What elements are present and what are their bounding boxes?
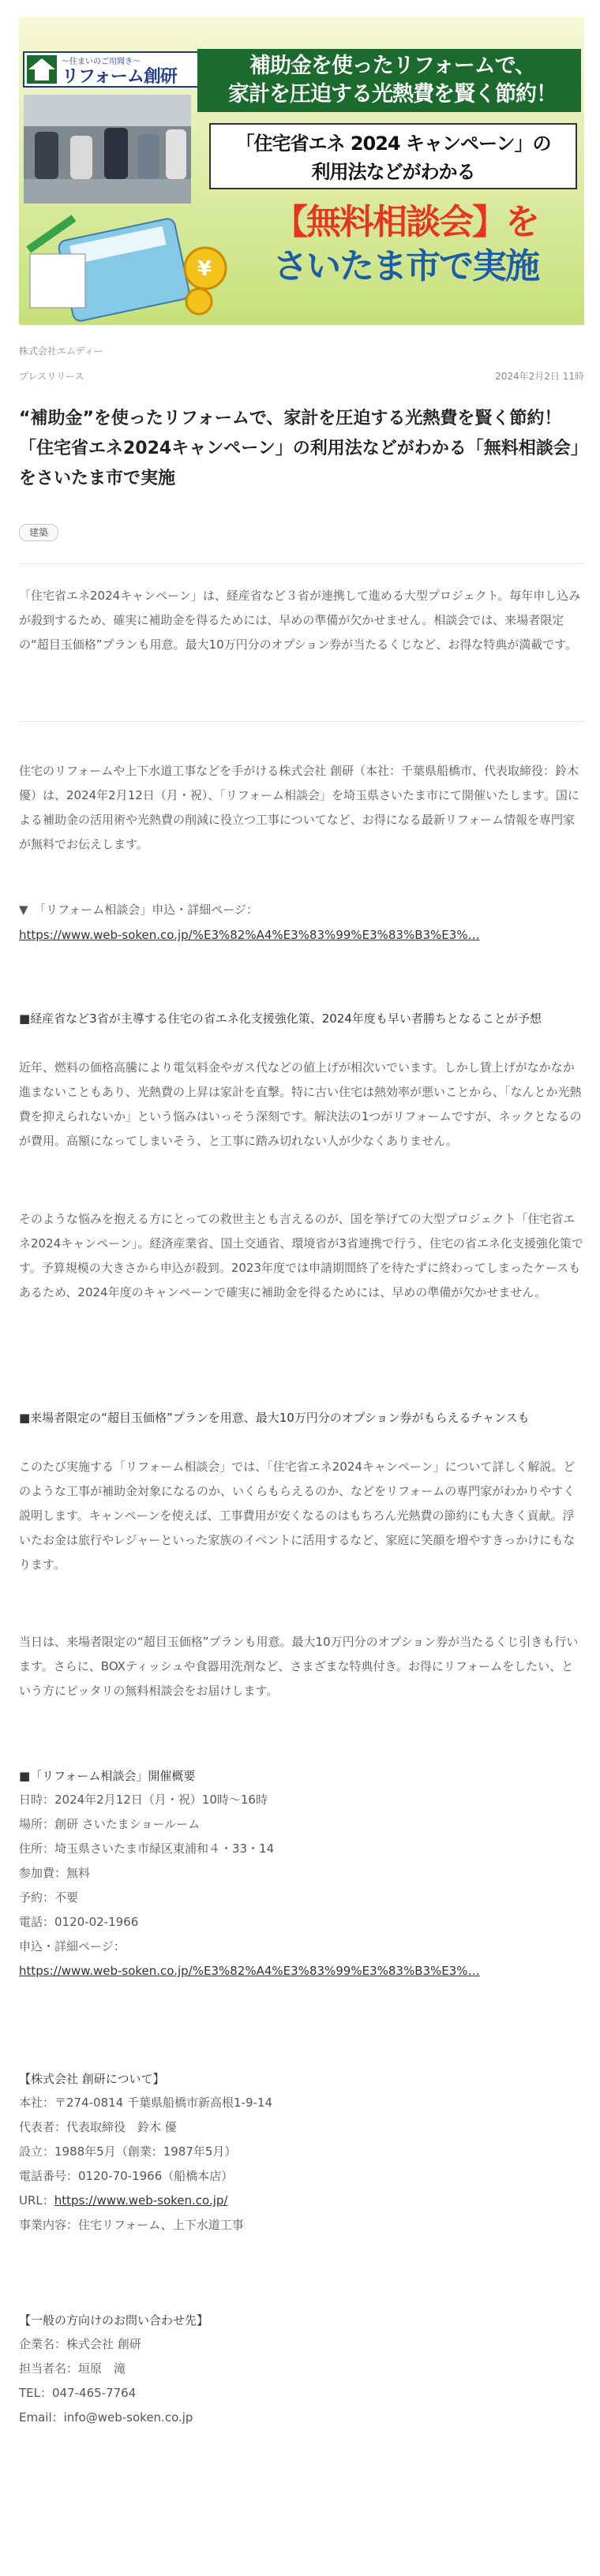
overview-line: 電話：0120-02-1966 [19,1915,139,1929]
contact-line: TEL：047-465-7764 [19,2386,137,2400]
tag-badge-label: 建築 [19,524,58,541]
notebook-icon [30,254,85,308]
overview-line: 場所：創研 さいたまショールーム [19,1817,201,1831]
overview-line: 参加費：無料 [19,1866,91,1880]
company-line: 電話番号：0120-70-1966（船橋本店） [19,2169,234,2183]
overview-line: 予約：不要 [19,1890,79,1905]
tag-badge[interactable] [19,524,58,541]
campaign-line2: 利用法などがわかる [311,161,475,183]
lead-paragraph: 「住宅省エネ2024キャンペーン」は、経産省など３省が連携して進める大型プロジェクト。毎年申し込みが殺到するため、確実に補助金を得るためには、早めの準備が欠かせません。相談会では、来場者限定の“超目玉価格”プランも用意。最大10万円分のオプション券が当たるくじなど、お得な特典が満載です。 [19,589,581,652]
yen-symbol: ¥ [197,257,212,281]
category-label[interactable]: プレスリリース [19,371,84,382]
detail-link-url[interactable]: https://www.web-soken.co.jp/%E3%82%A4%E3%83%99%E3%83%B3%E3%… [19,928,480,942]
section2-paragraph1: このたび実施する「リフォーム相談会」では、「住宅省エネ2024キャンペーン」について詳しく解説。どのような工事が補助金対象になるのか、いくらもらえるのか、などをリフォームの専門家がわかりやすく説明します。キャンペーンを使えば、工事費用が安くなるのはもちろん光熱費の節約にも大きく貢献。浮いたお金は旅行やレジャーといった家族のイベントに活用するなど、家庭に笑顔を増やすきっかけにもなります。 [19,1460,576,1572]
event-line1: 【無料相談会】を [273,202,538,242]
hero-headline-line1: 補助金を使ったリフォームで、 [249,54,536,78]
overview-link[interactable] [19,1959,584,1983]
campaign-line1: 「住宅省エネ 2024 キャンペーン」の [235,133,551,155]
company-line: 設立：1988年5月（創業：1987年5月） [19,2144,237,2159]
company-info [19,2091,584,2238]
contact-line: 企業名：株式会社 創研 [19,2337,141,2351]
hero-banner [19,17,584,325]
logo-tagline: 〜住まいのご用聞き〜 [62,58,141,66]
divider [19,563,584,564]
overview-heading: ■「リフォーム相談会」開催概要 [19,1769,196,1783]
section2-paragraph2: 当日は、来場者限定の“超目玉価格”プランも用意。最大10万円分のオプション券が当たるくじ引きも行います。さらに、BOXティッシュや食器用洗剤など、さまざまな特典付き。お得にリフォームをしたい、という方にピッタリの無料相談会をお届けします。 [19,1635,579,1698]
overview-line: 住所：埼玉県さいたま市緑区東浦和４・33・14 [19,1841,275,1856]
company-line: 本社：〒274-0814 千葉県船橋市新高根1-9-14 [19,2096,272,2110]
contact-line: Email：info@web-soken.co.jp [19,2410,193,2425]
company-url-link[interactable]: https://www.web-soken.co.jp/ [54,2193,228,2208]
contact-line: 担当者名：垣原 滝 [19,2361,126,2376]
company-business: 事業内容：住宅リフォーム、上下水道工事 [19,2218,244,2232]
campaign-text [213,129,573,186]
article-title: “補助金”を使ったリフォームで、家計を圧迫する光熱費を賢く節約！「住宅省エネ2024キャンペーン」の利用法などがわかる「無料相談会」をさいたま市で実施 [19,409,579,488]
contact-info [19,2332,584,2430]
divider [19,721,584,722]
section2-heading: ■来場者限定の“超目玉価格”プランを用意、最大10万円分のオプション券がもらえるチャンスも [19,1411,530,1425]
contact-heading: 【一般の方向けのお問い合わせ先】 [19,2313,209,2327]
hero-headline [207,52,578,109]
overview-link-url[interactable]: https://www.web-soken.co.jp/%E3%82%A4%E3%83%99%E3%83%B3%E3%… [19,1964,480,1978]
section1-paragraph1: 近年、燃料の価格高騰により電気料金やガス代などの値上げが相次いでいます。しかし賃上げがなかなか進まないこともあり、光熱費の上昇は家計を直撃。特に古い住宅は熱効率が悪いことから、「なんとか光熱費を抑えられないか」という悩みはいっそう深刻です。解決法の1つがリフォームですが、ネックとなるのが費用。高額になってしまいそう、と工事に踏み切れない人が少なくありません。 [19,1060,582,1148]
overview-line: 申込・詳細ページ： [19,1939,126,1953]
publish-date: 2024年2月2日 11時 [495,371,584,382]
event-text [232,200,579,289]
intro-paragraph: 住宅のリフォームや上下水道工事などを手がける株式会社 創研（本社：千葉県船橋市、代表取締役：鈴木 優）は、2024年2月12日（月・祝）、「リフォーム相談会」を埼玉県さいたま市にて開催いたします。国による補助金の活用術や光熱費の削減に役立つ工事についてなど、お得になる最新リフォーム情報を専門家が無料でお伝えします。 [19,764,579,851]
overview-line: 日時：2024年2月12日（月・祝）10時〜16時 [19,1793,268,1807]
company-url-line [19,2189,584,2213]
section1-paragraph2: そのような悩みを抱える方にとっての救世主とも言えるのが、国を挙げての大型プロジェクト「住宅省エネ2024キャンペーン」。経済産業省、国土交通省、環境省が3省連携で行う、住宅の省エネ化支援強化策です。予算規模の大きさから申込が殺到。2023年度では申請期間終了を待たずに終わってしまったケースもあるため、2024年度のキャンペーンで確実に補助金を得るためには、早めの準備が欠かせません。 [19,1212,583,1299]
company-name[interactable]: 株式会社エムディー [19,346,103,357]
company-line: 代表者：代表取締役 鈴木 優 [19,2120,177,2134]
section1-heading: ■経産省など3省が主導する住宅の省エネ化支援強化策、2024年度も早い者勝ちとなることが予想 [19,1011,542,1026]
detail-label: ▼ 「リフォーム相談会」申込・詳細ページ： [19,903,258,917]
hero-headline-line2: 家計を圧迫する光熱費を賢く節約！ [228,82,557,107]
overview-list [19,1788,584,1983]
logo-name: リフォーム創研 [62,67,177,87]
company-heading: 【株式会社 創研について】 [19,2072,165,2086]
event-line2: さいたま市で実施 [273,246,538,286]
detail-link[interactable] [19,923,584,948]
company-url-label: URL： [19,2193,54,2208]
